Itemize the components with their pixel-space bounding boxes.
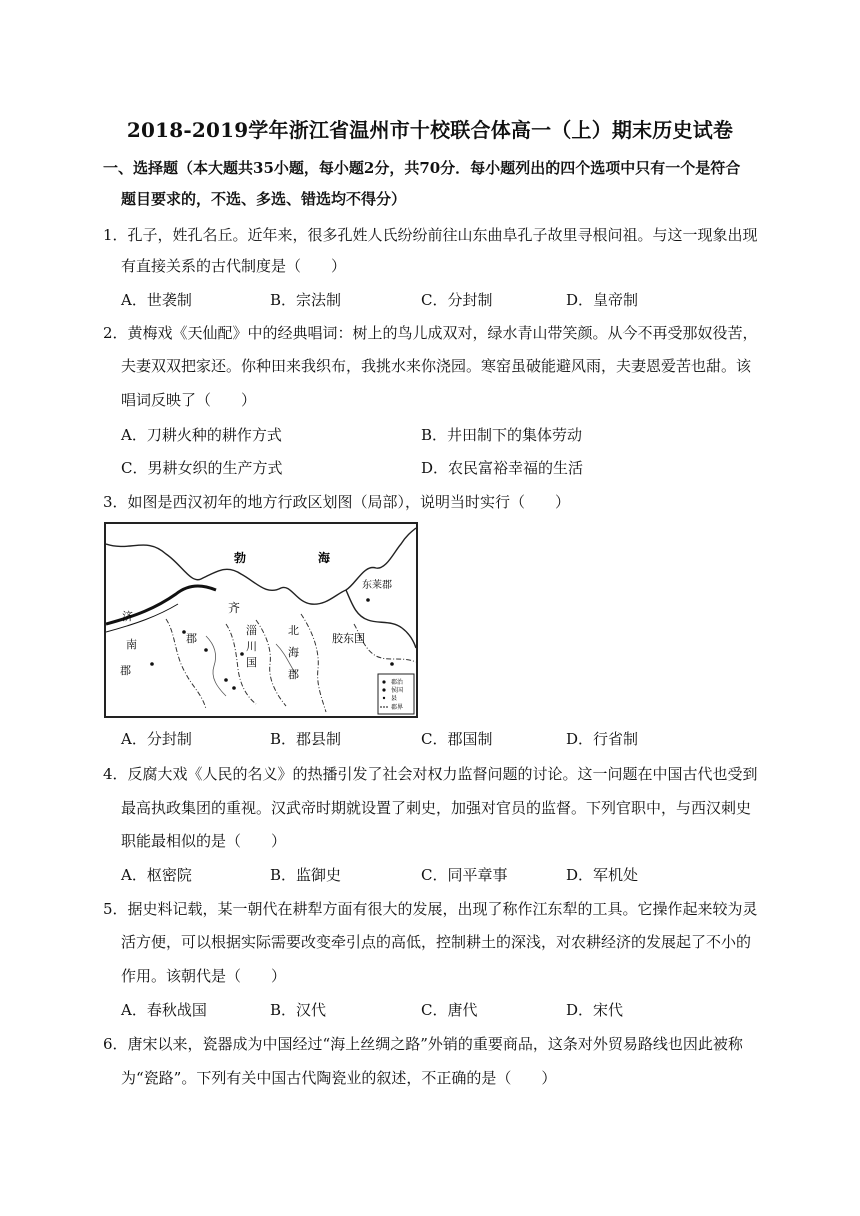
question-2-option-d[interactable]: D．农民富裕幸福的生活 <box>421 459 584 477</box>
question-4-option-c[interactable]: C．同平章事 <box>421 866 508 884</box>
question-1-line-1: 1．孔子，姓孔名丘。近年来，很多孔姓人氏纷纷前往山东曲阜孔子故里寻根问祖。与这一现象出现 <box>103 226 758 244</box>
page-title: 2018-2019学年浙江省温州市十校联合体高一（上）期末历史试卷 <box>126 118 734 142</box>
question-5-option-b[interactable]: B．汉代 <box>270 1001 327 1019</box>
question-2-line-2: 夫妻双双把家还。你种田来我织布，我挑水来你浇园。寒窑虽破能避风雨，夫妻恩爱苦也甜。该 <box>121 357 752 375</box>
question-3-option-a[interactable]: A．分封制 <box>121 730 192 748</box>
map-label-jun-2: 郡 <box>186 632 197 645</box>
map-legend-2: 侯国 <box>391 687 404 694</box>
map-label-nan: 南 <box>126 638 137 651</box>
question-3-option-d[interactable]: D．行省制 <box>566 730 639 748</box>
question-4-option-a[interactable]: A．枢密院 <box>121 866 192 884</box>
question-4-line-2: 最高执政集团的重视。汉武帝时期就设置了刺史，加强对官员的监督。下列官职中，与西汉刺史 <box>121 799 752 817</box>
map-legend-1: 郡治 <box>391 679 404 686</box>
question-2-option-b[interactable]: B．井田制下的集体劳动 <box>421 426 583 444</box>
map-label-donglai: 东莱郡 <box>362 580 392 591</box>
map-label-sea-2: 海 <box>318 551 331 565</box>
question-5-option-a[interactable]: A．春秋战国 <box>121 1001 207 1019</box>
question-3-option-b[interactable]: B．郡县制 <box>270 730 342 748</box>
map-label-ji: 济 <box>122 610 133 623</box>
question-1-line-2: 有直接关系的古代制度是（ ） <box>121 257 347 275</box>
question-2-option-a[interactable]: A．刀耕火种的耕作方式 <box>121 426 282 444</box>
section-heading-line-2: 题目要求的，不选、多选、错选均不得分） <box>121 190 407 208</box>
question-5-line-2: 活方便，可以根据实际需要改变牵引点的高低，控制耕土的深浅，对农耕经济的发展起了不小的 <box>121 933 752 951</box>
question-1-option-d[interactable]: D．皇帝制 <box>566 291 639 309</box>
question-5-line-3: 作用。该朝代是（ ） <box>121 967 287 985</box>
question-5-option-c[interactable]: C．唐代 <box>421 1001 478 1019</box>
question-2-line-1: 2．黄梅戏《天仙配》中的经典唱词：树上的鸟儿成双对，绿水青山带笑颜。从今不再受那奴役苦， <box>103 324 758 342</box>
question-6-line-2: 为“瓷路”。下列有关中国古代陶瓷业的叙述，不正确的是（ ） <box>121 1069 557 1087</box>
map-label-zi: 淄 <box>246 624 257 637</box>
question-1-option-b[interactable]: B．宗法制 <box>270 291 342 309</box>
map-label-guo: 国 <box>246 656 257 669</box>
question-2-line-3: 唱词反映了（ ） <box>121 391 257 409</box>
question-5-option-d[interactable]: D．宋代 <box>566 1001 624 1019</box>
map-label-qi: 齐 <box>228 601 241 615</box>
question-1-option-a[interactable]: A．世袭制 <box>121 291 192 309</box>
map-label-jiaodong: 胶东国 <box>332 632 365 645</box>
map-legend-4: 郡界 <box>391 704 404 711</box>
map-label-hai: 海 <box>288 646 299 659</box>
map-label-bei: 北 <box>288 624 299 637</box>
question-6-line-1: 6．唐宋以来，瓷器成为中国经过“海上丝绸之路”外销的重要商品，这条对外贸易路线也因此被称 <box>103 1035 743 1053</box>
question-4-option-d[interactable]: D．军机处 <box>566 866 639 884</box>
section-heading-line-1: 一、选择题（本大题共35小题，每小题2分，共70分．每小题列出的四个选项中只有一个是符合 <box>103 159 741 177</box>
map-label-jun-3: 郡 <box>288 668 299 681</box>
question-3-option-c[interactable]: C．郡国制 <box>421 730 493 748</box>
map-label-jun-1: 郡 <box>120 664 131 677</box>
map-label-sea-1: 勃 <box>234 551 247 565</box>
map-label-chuan: 川 <box>246 640 257 653</box>
map-drawing <box>106 524 416 716</box>
question-4-line-1: 4．反腐大戏《人民的名义》的热播引发了社会对权力监督问题的讨论。这一问题在中国古代也受到 <box>103 765 758 783</box>
question-4-option-b[interactable]: B．监御史 <box>270 866 342 884</box>
question-4-line-3: 职能最相似的是（ ） <box>121 832 287 850</box>
map-legend-3: 县 <box>391 695 398 702</box>
question-3-line-1: 3．如图是西汉初年的地方行政区划图（局部），说明当时实行（ ） <box>103 493 571 511</box>
question-5-line-1: 5．据史料记载，某一朝代在耕犁方面有很大的发展，出现了称作江东犁的工具。它操作起来较为灵 <box>103 900 758 918</box>
western-han-map-figure <box>104 522 418 718</box>
question-1-option-c[interactable]: C．分封制 <box>421 291 493 309</box>
question-2-option-c[interactable]: C．男耕女织的生产方式 <box>121 459 283 477</box>
